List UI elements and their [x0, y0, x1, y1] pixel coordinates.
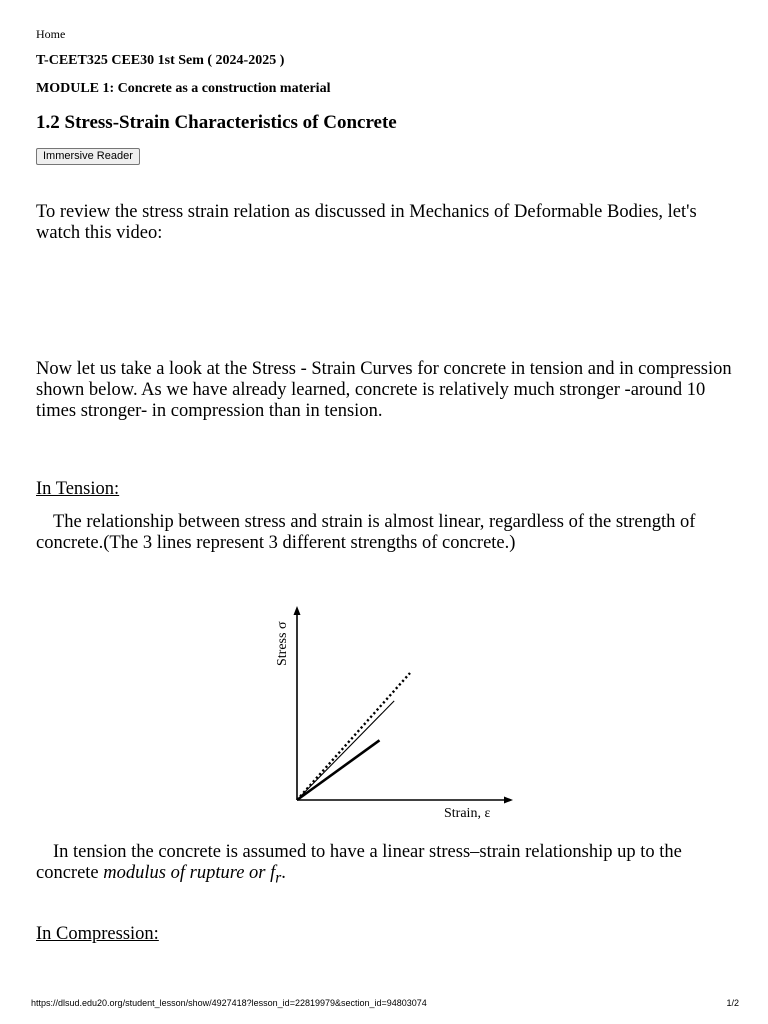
- series-line-2: [297, 701, 394, 800]
- home-link[interactable]: Home: [36, 27, 66, 41]
- series-layer: [297, 673, 410, 800]
- immersive-reader-button[interactable]: Immersive Reader: [36, 148, 140, 165]
- x-axis-label: Strain, ε: [444, 806, 491, 821]
- y-axis-arrow: [294, 606, 301, 615]
- print-url: https://dlsud.edu20.org/student_lesson/show/4927418?lesson_id=22819979&section_id=94803074: [31, 998, 427, 1008]
- course-title: T-CEET325 CEE30 1st Sem ( 2024-2025 ): [36, 53, 285, 68]
- modulus-of-rupture-subscript: r: [275, 869, 282, 887]
- module-title: MODULE 1: Concrete as a construction material: [36, 81, 331, 96]
- lesson-title: 1.2 Stress-Strain Characteristics of Concrete: [36, 112, 397, 133]
- tension-note-end: .: [281, 863, 286, 883]
- intro-paragraph: To review the stress strain relation as discussed in Mechanics of Deformable Bodies, let's watch this video:: [36, 202, 697, 243]
- tension-note-paragraph: [36, 842, 736, 889]
- stress-strain-tension-chart: [260, 598, 530, 828]
- compression-heading: In Compression:: [36, 924, 159, 944]
- series-line-1: [297, 673, 410, 800]
- tension-heading: In Tension:: [36, 479, 120, 499]
- tension-note-text: In tension the concrete is assumed to have a linear stress–strain relationship up to the concrete: [36, 842, 682, 883]
- curves-paragraph: Now let us take a look at the Stress - Strain Curves for concrete in tension and in compression shown below. As we have already learned, concrete is relatively much stronger -around 10 times stronger- in compression than in tension.: [36, 359, 732, 421]
- tension-paragraph: The relationship between stress and strain is almost linear, regardless of the strength of concrete.(The 3 lines represent 3 different strengths of concrete.): [36, 512, 696, 553]
- page-number: 1/2: [726, 998, 739, 1008]
- modulus-of-rupture-term: modulus of rupture or f: [103, 863, 276, 883]
- series-line-3: [297, 740, 380, 800]
- x-axis-arrow: [504, 797, 513, 804]
- y-axis-label: Stress σ: [275, 621, 290, 666]
